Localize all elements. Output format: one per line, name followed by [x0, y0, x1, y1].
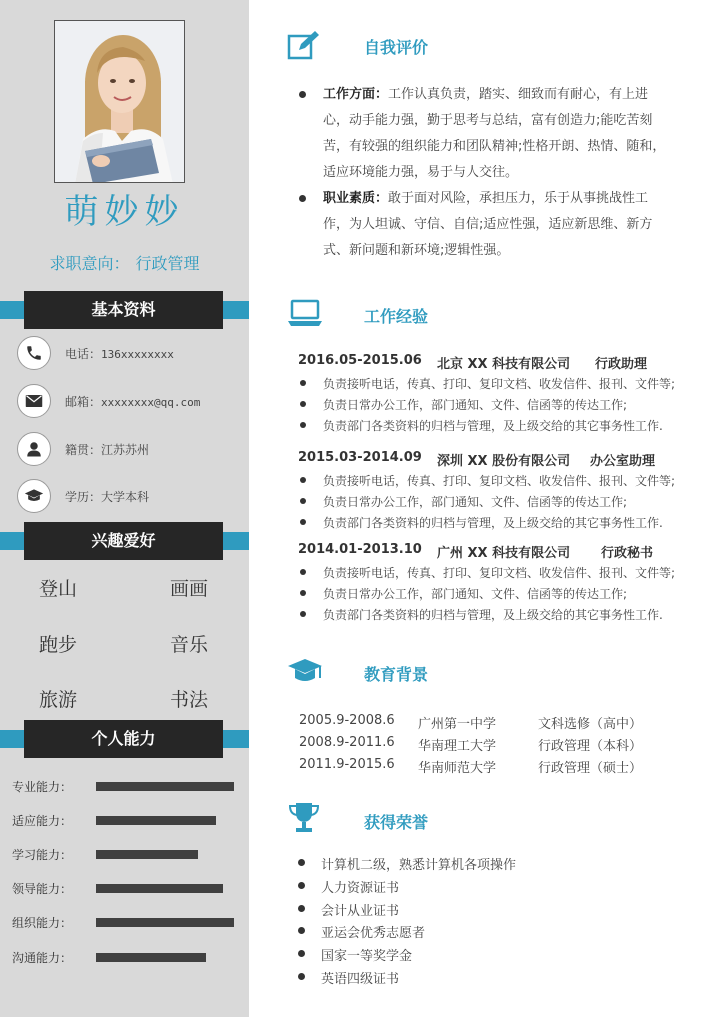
basic-info-title: 基本资料: [24, 291, 223, 329]
skill-bar-fill: [96, 850, 198, 859]
skill-label: 组织能力：: [12, 916, 73, 930]
job-duty: 负责部门各类资料的归档与管理，及上级交给的其它事务性工作.: [323, 419, 663, 433]
graduation-cap-icon: [287, 657, 323, 689]
honors-title: 获得荣誉: [364, 813, 429, 832]
bullet: [298, 950, 305, 957]
info-text: [65, 393, 200, 410]
job-company: 深圳 XX 股份有限公司: [437, 454, 571, 469]
skill-label: 适应能力：: [12, 814, 73, 828]
job-objective: [0, 251, 249, 274]
skill-bar: [96, 884, 234, 893]
edu-period: 2005.9-2008.6: [299, 713, 395, 728]
skill-bar: [96, 850, 234, 859]
skill-bar: [96, 816, 234, 825]
bullet: [298, 882, 305, 889]
basic-info-header: [0, 291, 249, 329]
info-value: 大学本科: [101, 489, 150, 504]
info-value: 136xxxxxxxx: [101, 347, 174, 361]
job-period: 2014.01-2013.10: [298, 542, 422, 557]
hobbies-header: [0, 522, 249, 560]
skill-bar-fill: [96, 816, 216, 825]
info-row-hometown: [17, 432, 242, 466]
honor-item: 英语四级证书: [321, 972, 400, 987]
bullet: [298, 859, 305, 866]
skill-label: 学习能力：: [12, 848, 73, 862]
laptop-icon: [287, 299, 323, 331]
edu-major: 行政管理（硕士）: [538, 761, 643, 776]
skill-label: 领导能力：: [12, 882, 73, 896]
edit-icon: [287, 30, 323, 62]
sidebar: [0, 0, 249, 1017]
honor-item: 人力资源证书: [321, 881, 400, 896]
bullet: [300, 611, 306, 617]
info-label: 学历：: [65, 489, 102, 504]
edu-period: 2011.9-2015.6: [299, 757, 395, 772]
job-objective-label: 求职意向：: [49, 254, 130, 273]
info-text: [65, 345, 174, 362]
hobby-item: 画画: [170, 578, 209, 600]
info-value: 江苏苏州: [101, 442, 150, 457]
job-duty: 负责部门各类资料的归档与管理，及上级交给的其它事务性工作.: [323, 516, 663, 530]
graduation-cap-icon: [17, 479, 51, 513]
job-duty: 负责日常办公工作，部门通知、文件、信函等的传达工作;: [323, 495, 628, 509]
self-eval-text: 敢于面对风险，承担压力，乐于从事挑战性工作，为人坦诚、守信、自信;适应性强，适应新思维、新方式、新问题和新环境;逻辑性强。: [323, 191, 653, 258]
person-icon: [17, 432, 51, 466]
self-eval-head: 职业素质：: [323, 191, 389, 206]
honor-item: 国家一等奖学金: [321, 949, 413, 964]
info-label: 籍贯：: [65, 442, 102, 457]
self-eval-title: 自我评价: [364, 38, 429, 57]
info-label: 电话：: [65, 346, 102, 361]
skill-label: 沟通能力：: [12, 951, 73, 965]
skill-bar-fill: [96, 953, 206, 962]
job-position: 办公室助理: [590, 454, 656, 469]
bullet: [300, 519, 306, 525]
hobby-item: 书法: [170, 689, 209, 711]
bullet: [299, 195, 306, 202]
bullet: [300, 498, 306, 504]
job-duty: 负责接听电话，传真、打印、复印文档、收发信件、报刊、文件等;: [323, 474, 676, 488]
info-row-phone: [17, 336, 242, 370]
skill-bar-fill: [96, 884, 223, 893]
job-duty: 负责部门各类资料的归档与管理，及上级交给的其它事务性工作.: [323, 608, 663, 622]
mail-icon: [17, 384, 51, 418]
skills-title: 个人能力: [24, 720, 223, 758]
hobby-item: 音乐: [170, 634, 209, 656]
experience-title: 工作经验: [364, 307, 429, 326]
edu-period: 2008.9-2011.6: [299, 735, 395, 750]
job-objective-value: 行政管理: [135, 254, 200, 273]
bullet: [300, 422, 306, 428]
skills-header: [0, 720, 249, 758]
profile-photo: [54, 20, 185, 183]
portrait-image: [55, 21, 185, 183]
job-company: 广州 XX 科技有限公司: [437, 546, 571, 561]
job-duty: 负责接听电话，传真、打印、复印文档、收发信件、报刊、文件等;: [323, 566, 676, 580]
bullet: [298, 973, 305, 980]
edu-school: 广州第一中学: [418, 717, 497, 732]
bullet: [300, 380, 306, 386]
job-duty: 负责日常办公工作，部门通知、文件、信函等的传达工作;: [323, 398, 628, 412]
skill-bar-fill: [96, 782, 234, 791]
job-period: 2015.03-2014.09: [298, 450, 422, 465]
skill-bar: [96, 782, 234, 791]
info-text: [65, 488, 149, 505]
info-value: xxxxxxxx@qq.com: [101, 395, 201, 409]
bullet: [299, 91, 306, 98]
edu-major: 文科选修（高中）: [538, 717, 643, 732]
honor-item: 亚运会优秀志愿者: [321, 926, 426, 941]
job-duty: 负责接听电话，传真、打印、复印文档、收发信件、报刊、文件等;: [323, 377, 676, 391]
hobby-item: 跑步: [39, 634, 78, 656]
hobbies-title: 兴趣爱好: [24, 522, 223, 560]
bullet: [298, 905, 305, 912]
skill-bar: [96, 918, 234, 927]
bullet: [300, 590, 306, 596]
skill-bar: [96, 953, 234, 962]
job-company: 北京 XX 科技有限公司: [437, 357, 571, 372]
bullet: [300, 401, 306, 407]
edu-major: 行政管理（本科）: [538, 739, 643, 754]
info-text: [65, 441, 149, 458]
honor-item: 计算机二级，熟悉计算机各项操作: [321, 858, 517, 873]
self-eval-head: 工作方面：: [323, 87, 389, 102]
honor-item: 会计从业证书: [321, 904, 400, 919]
hobby-item: 登山: [39, 578, 78, 600]
education-title: 教育背景: [364, 665, 429, 684]
job-position: 行政秘书: [601, 546, 654, 561]
job-duty: 负责日常办公工作，部门通知、文件、信函等的传达工作;: [323, 587, 628, 601]
self-eval-item: [323, 82, 673, 186]
job-position: 行政助理: [595, 357, 648, 372]
hobby-item: 旅游: [39, 689, 78, 711]
edu-school: 华南师范大学: [418, 761, 497, 776]
bullet: [300, 569, 306, 575]
self-eval-text: 工作认真负责，踏实、细致而有耐心，有上进心，动手能力强，勤于思考与总结，富有创造力;能吃苦刻苦，有较强的组织能力和团队精神;性格开朗、热情、随和，适应环境能力强，易于与人交往。: [323, 87, 666, 180]
trophy-icon: [287, 801, 323, 833]
info-label: 邮箱：: [65, 394, 102, 409]
self-eval-item: [323, 186, 673, 264]
phone-icon: [17, 336, 51, 370]
bullet: [300, 477, 306, 483]
skill-label: 专业能力：: [12, 780, 73, 794]
info-row-degree: [17, 479, 242, 513]
job-period: 2016.05-2015.06: [298, 353, 422, 368]
skill-bar-fill: [96, 918, 234, 927]
edu-school: 华南理工大学: [418, 739, 497, 754]
bullet: [298, 927, 305, 934]
info-row-email: [17, 384, 242, 418]
candidate-name: 萌妙妙: [64, 192, 185, 232]
